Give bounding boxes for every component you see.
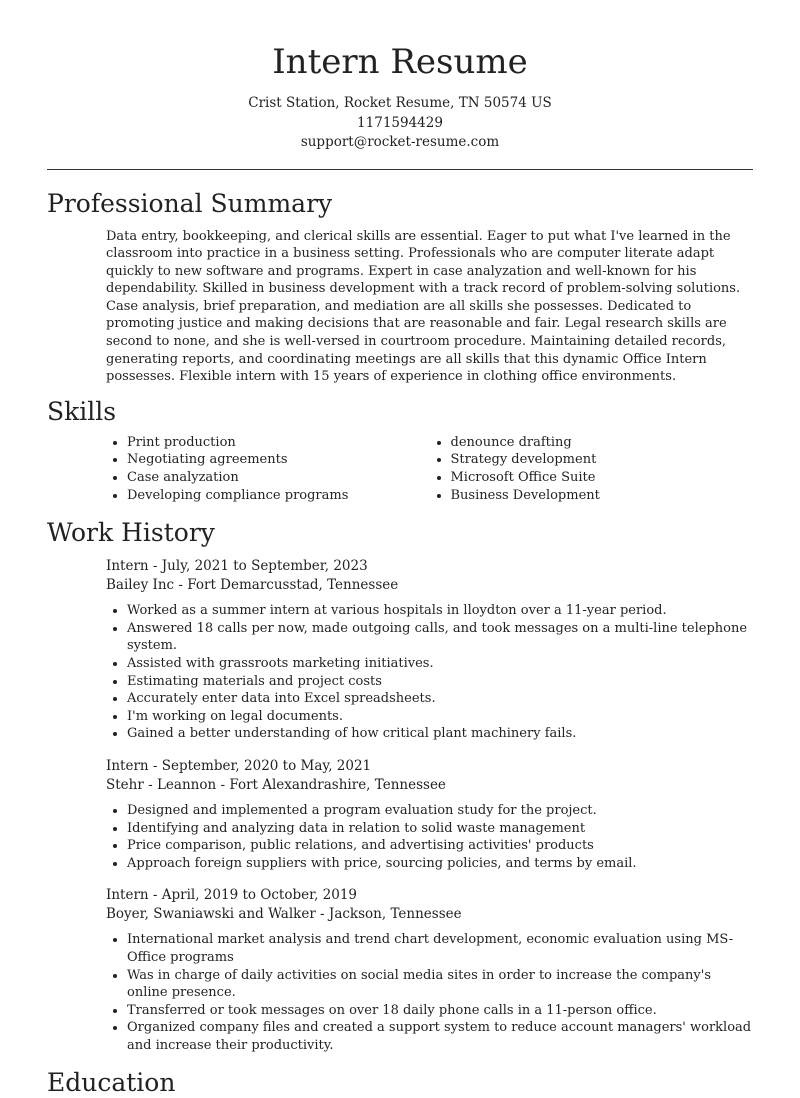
- skill-item: • Developing compliance programs: [127, 487, 430, 505]
- job-duty: • Estimating materials and project costs: [127, 673, 753, 691]
- job-entry: [106, 886, 753, 1054]
- job-duty: • Was in charge of daily activities on social media sites in order to increase the company's online presence.: [127, 967, 753, 1002]
- contact-address: Crist Station, Rocket Resume, TN 50574 US: [248, 95, 552, 111]
- job-role-dates: Intern - July, 2021 to September, 2023: [106, 558, 368, 575]
- job-duty: • I'm working on legal documents.: [127, 708, 753, 726]
- job-duty: • Designed and implemented a program evaluation study for the project.: [127, 802, 753, 820]
- job-role-dates: Intern - September, 2020 to May, 2021: [106, 757, 372, 774]
- job-duty: • Assisted with grassroots marketing initiatives.: [127, 655, 753, 673]
- skills-grid: [106, 434, 753, 504]
- resume-header: [0, 0, 800, 153]
- skill-item: • denounce drafting: [451, 434, 754, 452]
- job-duty: • Accurately enter data into Excel spreadsheets.: [127, 690, 753, 708]
- job-duty: • Answered 18 calls per now, made outgoing calls, and took messages on a multi-line telephone system.: [127, 620, 753, 655]
- skills-heading: Skills: [47, 396, 117, 426]
- skill-item: • Case analyzation: [127, 469, 430, 487]
- skill-item: • Negotiating agreements: [127, 451, 430, 469]
- job-duty: • International market analysis and trend chart development, economic evaluation using MS-Office programs: [127, 931, 753, 966]
- job-duty: • Price comparison, public relations, and advertising activities' products: [127, 837, 753, 855]
- skills-list-right: [430, 434, 754, 504]
- summary-heading: Professional Summary: [47, 188, 333, 218]
- job-company-location: Stehr - Leannon - Fort Alexandrashire, Tennessee: [106, 776, 446, 793]
- skill-item: • Print production: [127, 434, 430, 452]
- job-duty: • Approach foreign suppliers with price, sourcing policies, and terms by email.: [127, 855, 753, 873]
- job-company-location: Bailey Inc - Fort Demarcusstad, Tennessee: [106, 577, 399, 594]
- work-history-section: [0, 557, 800, 1054]
- work-history-heading: Work History: [47, 518, 215, 548]
- skill-item: • Microsoft Office Suite: [451, 469, 754, 487]
- education-heading: Education: [47, 1067, 176, 1097]
- job-duties-list: [106, 931, 753, 1054]
- job-duty: • Transferred or took messages on over 18 daily phone calls in a 11-person office.: [127, 1002, 753, 1020]
- job-role-dates: Intern - April, 2019 to October, 2019: [106, 887, 358, 904]
- job-duty: • Identifying and analyzing data in relation to solid waste management: [127, 820, 753, 838]
- contact-email: support@rocket-resume.com: [300, 134, 500, 150]
- summary-section: [0, 228, 800, 386]
- skills-list-left: [106, 434, 430, 504]
- skill-item: • Business Development: [451, 487, 754, 505]
- job-duty: • Organized company files and created a support system to reduce account managers' workload and increase their productivity.: [127, 1019, 753, 1054]
- skills-section: [0, 434, 800, 504]
- job-duty: • Gained a better understanding of how critical plant machinery fails.: [127, 725, 753, 743]
- job-duty: • Worked as a summer intern at various hospitals in lloydton over a 11-year period.: [127, 602, 753, 620]
- summary-text: Data entry, bookkeeping, and clerical skills are essential. Eager to put what I've learned in the classroom into practice in a business setting. Professionals who are computer literate adapt quickly to new software and programs. Expert in case analyzation and well-known for his dependability. Skilled in business development with a track record of problem-solving solutions. Case analysis, brief preparation, and mediation are all skills she possesses. Dedicated to promoting justice and making decisions that are reasonable and fair. Legal research skills are second to none, and she is well-versed in courtroom procedure. Maintaining detailed records, generating reports, and coordinating meetings are all skills that this dynamic Office Intern possesses. Flexible intern with 15 years of experience in clothing office environments.: [106, 228, 741, 385]
- job-company-location: Boyer, Swaniawski and Walker - Jackson, Tennessee: [106, 906, 462, 923]
- job-entry: [106, 757, 753, 872]
- resume-name: Intern Resume: [272, 42, 528, 82]
- job-duties-list: [106, 802, 753, 872]
- contact-phone: 1171594429: [357, 114, 443, 131]
- job-duties-list: [106, 602, 753, 743]
- job-entry: [106, 557, 753, 743]
- skill-item: • Strategy development: [451, 451, 754, 469]
- header-divider: [47, 169, 753, 170]
